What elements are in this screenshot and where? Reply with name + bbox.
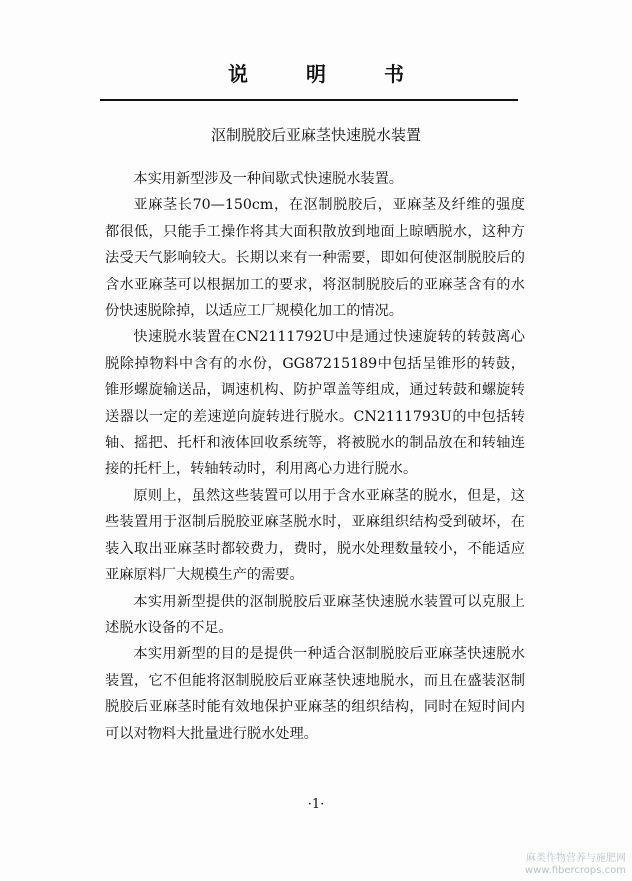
paragraph: 本实用新型涉及一种间歇式快速脱水装置。: [133, 171, 403, 187]
document-heading: 说明书: [228, 62, 462, 86]
document-body: [105, 160, 525, 747]
paragraph: 原则上，虽然这些装置可以用于含水亚麻茎的脱水，但是，这些装置用于沤制后脱胶亚麻茎脱水时，亚麻组织结构受到破坏，在装入取出亚麻茎时都较费力，费时，脱水处理数量较小，不能适应亚麻原料厂大规模生产的需要。: [105, 487, 525, 584]
watermark-site-name: 麻类作物营养与施肥网: [526, 853, 626, 864]
paragraph: 亚麻茎长70—150cm，在沤制脱胶后，亚麻茎及纤维的强度都很低，只能手工操作将其大面积散放到地面上晾晒脱水，这种方法受天气影响较大。长期以来有一种需要，即如何使沤制脱胶后的含水亚麻茎可以根据加工的要求，将沤制脱胶后的亚麻茎含有的水份快速脱除掉，以适应工厂规模化加工的情况。: [105, 197, 525, 320]
paragraph: 快速脱水装置在CN2111792U中是通过快速旋转的转鼓离心脱除掉物料中含有的水份，GG87215189中包括呈锥形的转鼓，锥形螺旋输送品，调速机构、防护罩盖等组成，通过转鼓和螺旋转送器以一定的差速逆向旋转进行脱水。CN2111793U的中包括转轴、摇把、托杆和液体回收系统等，将被脱水的制品放在和转轴连接的托杆上，转轴转动时，利用离心力进行脱水。: [105, 329, 525, 478]
page-number: ·1·: [307, 797, 325, 812]
paragraph: 本实用新型的目的是提供一种适合沤制脱胶后亚麻茎快速脱水装置，它不但能将沤制脱胶后亚麻茎快速地脱水，而且在盛装沤制脱胶后亚麻茎时能有效地保护亚麻茎的组织结构，同时在短时间内可以对物料大批量进行脱水处理。: [105, 646, 525, 742]
site-watermark: [525, 853, 626, 877]
heading-rule: [100, 99, 518, 101]
paragraph: 本实用新型提供的沤制脱胶后亚麻茎快速脱水装置可以克服上述脱水设备的不足。: [105, 593, 525, 636]
document-title: 沤制脱胶后亚麻茎快速脱水装置: [210, 126, 421, 144]
watermark-url: www.fibercrops.com: [524, 865, 626, 876]
